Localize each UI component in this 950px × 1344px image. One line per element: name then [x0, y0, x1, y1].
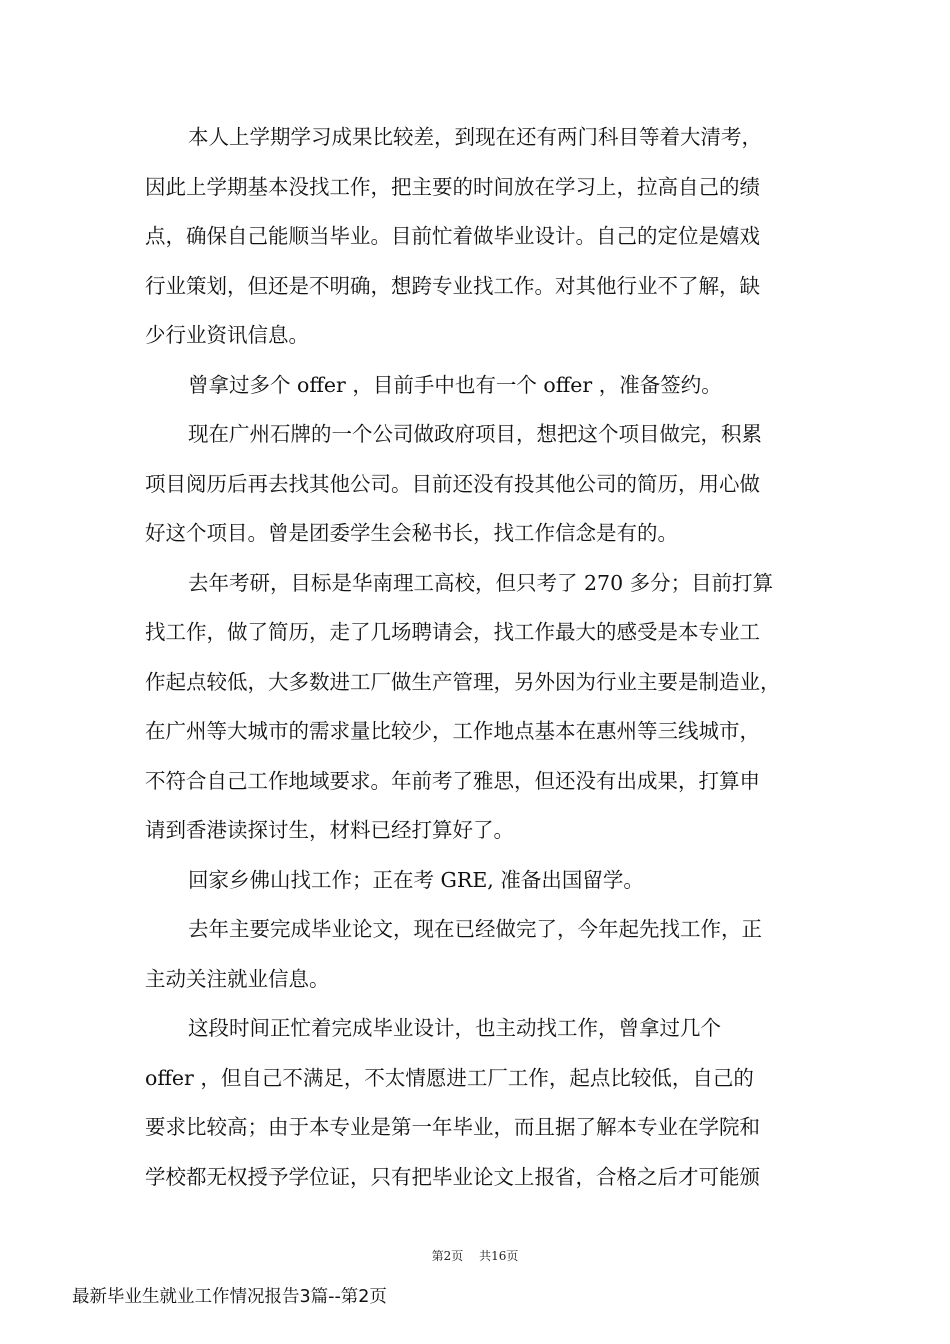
text-line: 本人上学期学习成果比较差，到现在还有两门科目等着大清考，: [188, 125, 762, 149]
text-line: 去年主要完成毕业论文，现在已经做完了，今年起先找工作，正: [188, 917, 762, 941]
text-line: 行业策划，但还是不明确，想跨专业找工作。对其他行业不了解，缺: [145, 273, 760, 298]
text-line: 要求比较高；由于本专业是第一年毕业，而且据了解本专业在学院和: [145, 1115, 760, 1139]
text-line: 去年考研，目标是华南理工高校，但只考了 270 多分；目前打算: [188, 570, 774, 595]
page-number: 第2页 共16页: [431, 1249, 519, 1263]
text-line: offer ，但自己不满足，不太情愿进工厂工作，起点比较低，自己的: [145, 1065, 754, 1090]
text-line: 因此上学期基本没找工作，把主要的时间放在学习上，拉高自己的绩: [145, 174, 760, 199]
text-line: 好这个项目。曾是团委学生会秘书长，找工作信念是有的。: [145, 521, 678, 545]
footer-document-title: 最新毕业生就业工作情况报告3篇--第2页: [72, 1287, 387, 1307]
text-line: 这段时间正忙着完成毕业设计，也主动找工作，曾拿过几个: [188, 1016, 721, 1040]
text-line: 现在广州石牌的一个公司做政府项目，想把这个项目做完，积累: [188, 422, 762, 446]
text-line: 少行业资讯信息。: [145, 323, 309, 347]
text-line: 学校都无权授予学位证，只有把毕业论文上报省，合格之后才可能颁: [145, 1164, 760, 1189]
text-line: 找工作，做了简历，走了几场聘请会，找工作最大的感受是本专业工: [145, 620, 760, 644]
document-body: [145, 120, 810, 1209]
text-line: 作起点较低，大多数进工厂做生产管理，另外因为行业主要是制造业，: [145, 669, 781, 694]
text-line: 回家乡佛山找工作；正在考 GRE, 准备出国留学。: [188, 867, 644, 892]
text-line: 主动关注就业信息。: [145, 966, 330, 991]
text-line: 不符合自己工作地域要求。年前考了雅思，但还没有出成果，打算申: [145, 768, 760, 793]
text-line: 项目阅历后再去找其他公司。目前还没有投其他公司的简历，用心做: [145, 471, 760, 496]
text-line: 请到香港读探讨生，材料已经打算好了。: [145, 818, 514, 842]
text-line: 在广州等大城市的需求量比较少，工作地点基本在惠州等三线城市，: [145, 719, 760, 743]
text-line: 曾拿过多个 offer ，目前手中也有一个 offer ，准备签约。: [188, 372, 722, 397]
text-line: 点，确保自己能顺当毕业。目前忙着做毕业设计。自己的定位是嬉戏: [145, 224, 760, 248]
